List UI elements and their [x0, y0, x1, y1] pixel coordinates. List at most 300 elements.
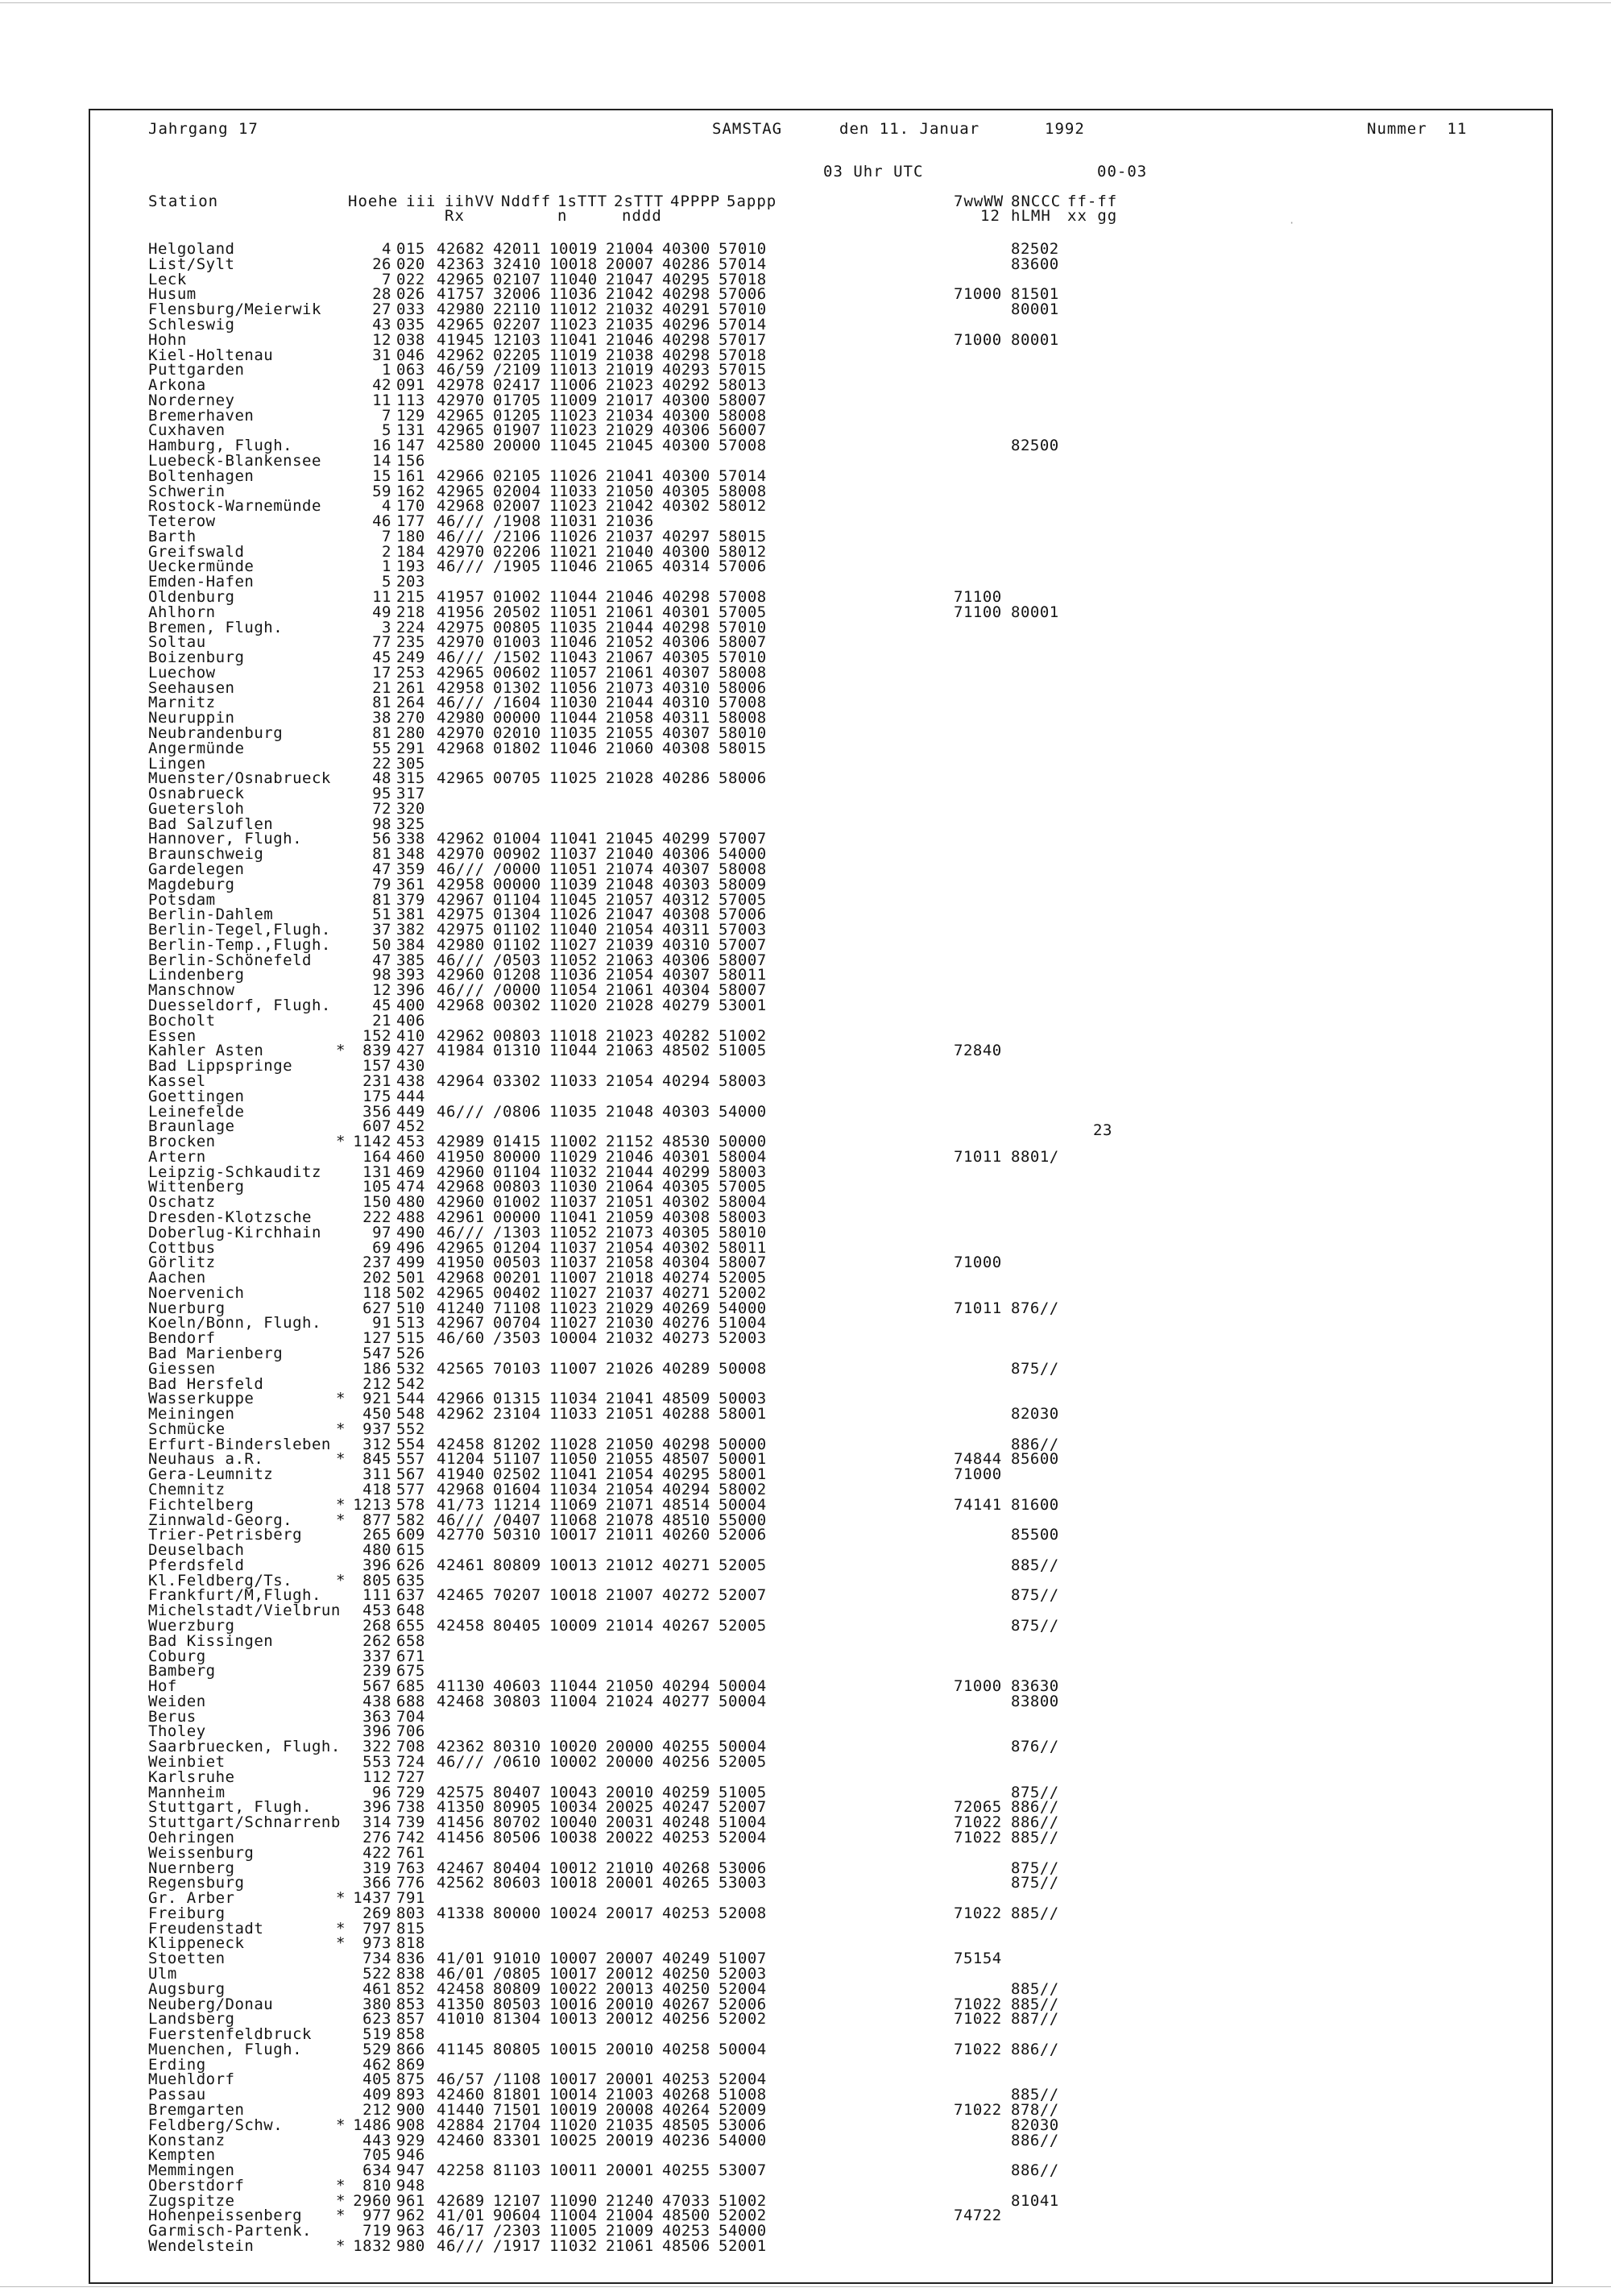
group-5appp: 52003 [719, 1329, 767, 1348]
group-iihvv: 46/17 [437, 2222, 485, 2240]
station-height: 396 [362, 1556, 391, 1574]
table-row [90, 2087, 1551, 2102]
group-4pppp: 48502 [662, 1042, 710, 1060]
station-name: Passau [148, 2086, 206, 2104]
station-height: 239 [362, 1662, 391, 1681]
station-height: 356 [362, 1102, 391, 1121]
group-iihvv: 42467 [437, 1859, 485, 1877]
group-iihvv: 42962 [437, 1026, 485, 1045]
station-index: 582 [396, 1511, 425, 1529]
station-height: 237 [362, 1254, 391, 1272]
group-5appp: 52004 [719, 1828, 767, 1846]
group-2sttt: 21046 [606, 587, 654, 606]
group-4pppp: 40302 [662, 497, 710, 516]
table-row [90, 2208, 1551, 2223]
group-nddff: 00503 [493, 1254, 541, 1272]
group-2sttt: 20001 [606, 2161, 654, 2180]
station-height: 69 [372, 1238, 391, 1257]
station-name: Ulm [148, 1964, 177, 1983]
group-4pppp: 40306 [662, 951, 710, 969]
station-index: 264 [396, 694, 425, 712]
group-4pppp: 40256 [662, 2010, 710, 2029]
station-name: Noervenich [148, 1283, 245, 1302]
group-5appp: 58008 [719, 663, 767, 682]
station-index: 382 [396, 921, 425, 939]
table-row [90, 1541, 1551, 1560]
group-7wwww: 71100 [954, 603, 1002, 621]
station-height: 5 [382, 421, 391, 440]
group-iihvv: 41130 [437, 1677, 485, 1696]
mountain-marker: * [336, 1133, 346, 1150]
station-index: 532 [396, 1359, 425, 1378]
table-row [90, 1707, 1551, 1726]
station-name: Rostock-Warnemünde [148, 497, 321, 516]
station-height: 7 [382, 270, 391, 288]
group-nddff: 02207 [493, 315, 541, 334]
station-height: 366 [362, 1874, 391, 1892]
table-row [90, 1891, 1551, 1905]
table-row [90, 1089, 1551, 1104]
group-5appp: 54000 [719, 2131, 767, 2149]
group-iihvv: 42966 [437, 1390, 485, 1408]
group-nddff: 83301 [493, 2131, 541, 2149]
group-4pppp: 40298 [662, 285, 710, 304]
station-index: 490 [396, 1223, 425, 1241]
group-iihvv: 46/// [437, 951, 485, 969]
group-4pppp: 40310 [662, 678, 710, 697]
station-index: 526 [396, 1344, 425, 1362]
group-iihvv: 42458 [437, 1979, 485, 1998]
group-iihvv: 46/// [437, 557, 485, 576]
group-5appp: 57010 [719, 649, 767, 667]
station-height: 1142 [353, 1133, 391, 1150]
group-1sttt: 11004 [549, 1692, 598, 1710]
group-4pppp: 40298 [662, 346, 710, 364]
group-iihvv: 42970 [437, 724, 485, 742]
station-name: Saarbruecken, Flugh. [148, 1738, 341, 1756]
group-4pppp: 40253 [662, 2222, 710, 2240]
station-index: 129 [396, 406, 425, 425]
group-4pppp: 40312 [662, 890, 710, 909]
group-iihvv: 42362 [437, 1738, 485, 1756]
station-name: Chemnitz [148, 1481, 226, 1498]
group-nddff: 80310 [493, 1738, 541, 1756]
table-row [90, 877, 1551, 892]
station-name: Dresden-Klotzsche [148, 1208, 312, 1226]
group-iihvv: 42970 [437, 633, 485, 652]
group-4pppp: 40236 [662, 2131, 710, 2149]
group-1sttt: 11043 [549, 649, 598, 667]
group-1sttt: 11041 [549, 1208, 598, 1226]
table-row [90, 1238, 1551, 1257]
group-2sttt: 21026 [606, 1359, 654, 1378]
mountain-marker: * [336, 2237, 346, 2255]
station-height: 409 [362, 2086, 391, 2104]
station-name: Koeln/Bonn, Flugh. [148, 1314, 321, 1332]
station-height: 438 [362, 1692, 391, 1710]
station-index: 203 [396, 573, 425, 591]
col-ff-ff: ff-ff [1067, 193, 1118, 210]
group-5appp: 50000 [719, 1133, 767, 1150]
group-1sttt: 10034 [549, 1798, 598, 1817]
group-2sttt: 21073 [606, 678, 654, 697]
table-row [90, 1785, 1551, 1800]
station-index: 410 [396, 1026, 425, 1045]
table-row [90, 1026, 1551, 1045]
station-name: Schleswig [148, 315, 235, 334]
group-1sttt: 10004 [549, 1329, 598, 1348]
group-1sttt: 11021 [549, 542, 598, 561]
station-height: 212 [362, 1374, 391, 1393]
group-4pppp: 40292 [662, 376, 710, 394]
group-iihvv: 46/59 [437, 361, 485, 379]
group-nddff: 81103 [493, 2161, 541, 2180]
table-row [90, 799, 1551, 818]
table-row [90, 981, 1551, 1000]
group-2sttt: 21019 [606, 361, 654, 379]
group-2sttt: 21035 [606, 315, 654, 334]
group-1sttt: 11006 [549, 376, 598, 394]
station-name: Schmücke [148, 1419, 226, 1438]
station-name: Muenchen, Flugh. [148, 2040, 303, 2058]
group-1sttt: 10018 [549, 1586, 598, 1605]
group-4pppp: 40310 [662, 935, 710, 954]
table-row [90, 756, 1551, 771]
station-height: 222 [362, 1208, 391, 1226]
group-nddff: 02105 [493, 466, 541, 485]
station-name: Mannheim [148, 1783, 226, 1801]
station-index: 626 [396, 1556, 425, 1574]
table-row [90, 2163, 1551, 2178]
table-row [90, 242, 1551, 256]
group-8nccc: 885// [1011, 1979, 1059, 1998]
group-5appp: 52003 [719, 1964, 767, 1983]
group-4pppp: 48510 [662, 1511, 710, 1529]
group-1sttt: 11052 [549, 1223, 598, 1241]
group-4pppp: 40304 [662, 981, 710, 1000]
group-8nccc: 875// [1011, 1783, 1059, 1801]
group-nddff: 02502 [493, 1465, 541, 1484]
group-7wwww: 72840 [954, 1042, 1002, 1060]
station-height: 118 [362, 1283, 391, 1302]
group-iihvv: 42965 [437, 421, 485, 440]
station-name: Kahler Asten [148, 1042, 264, 1060]
group-7wwww: 71022 [954, 1995, 1002, 2013]
group-nddff: 80905 [493, 1798, 541, 1817]
table-row [90, 559, 1551, 574]
station-index: 578 [396, 1495, 425, 1514]
group-2sttt: 20010 [606, 1995, 654, 2013]
station-name: Freiburg [148, 1904, 226, 1922]
station-index: 857 [396, 2010, 425, 2029]
group-4pppp: 40299 [662, 830, 710, 848]
group-nddff: /1502 [493, 649, 541, 667]
station-name: Emden-Hafen [148, 573, 255, 591]
group-4pppp: 40306 [662, 421, 710, 440]
table-row [90, 605, 1551, 620]
group-1sttt: 11052 [549, 951, 598, 969]
group-8nccc: 83600 [1011, 255, 1059, 273]
station-height: 845 [362, 1450, 391, 1469]
station-height: 480 [362, 1541, 391, 1560]
group-5appp: 52004 [719, 2070, 767, 2089]
group-7wwww: 71000 [954, 1254, 1002, 1272]
station-height: 22 [372, 754, 391, 773]
station-name: Bocholt [148, 1011, 216, 1030]
station-index: 091 [396, 376, 425, 394]
group-iihvv: 42975 [437, 906, 485, 924]
station-index: 224 [396, 618, 425, 636]
station-height: 705 [362, 2146, 391, 2165]
station-name: Puttgarden [148, 361, 245, 379]
group-iihvv: 42965 [437, 315, 485, 334]
station-height: 547 [362, 1344, 391, 1362]
table-row [90, 1210, 1551, 1225]
group-nddff: 00000 [493, 1208, 541, 1226]
group-nddff: 90604 [493, 2207, 541, 2225]
group-4pppp: 40289 [662, 1359, 710, 1378]
group-8nccc: 85600 [1011, 1450, 1059, 1469]
station-index: 026 [396, 285, 425, 304]
station-index: 320 [396, 799, 425, 818]
station-name: Kassel [148, 1071, 206, 1090]
group-4pppp: 40269 [662, 1299, 710, 1317]
group-5appp: 55000 [719, 1511, 767, 1529]
station-index: 946 [396, 2146, 425, 2165]
group-2sttt: 21152 [606, 1133, 654, 1150]
group-5appp: 58006 [719, 769, 767, 788]
table-row [90, 2055, 1551, 2074]
group-4pppp: 40274 [662, 1269, 710, 1287]
station-height: 405 [362, 2070, 391, 2089]
station-height: 50 [372, 935, 391, 954]
station-index: 156 [396, 451, 425, 470]
group-5appp: 53007 [719, 2161, 767, 2180]
station-index: 544 [396, 1390, 425, 1408]
group-2sttt: 21040 [606, 845, 654, 864]
station-height: 553 [362, 1753, 391, 1771]
group-nddff: 00302 [493, 997, 541, 1014]
group-iihvv: 46/// [437, 527, 485, 545]
group-1sttt: 11028 [549, 1435, 598, 1453]
group-1sttt: 11057 [549, 663, 598, 682]
group-nddff: /0503 [493, 951, 541, 969]
group-iihvv: 46/// [437, 1223, 485, 1241]
table-row [90, 1316, 1551, 1330]
group-5appp: 58011 [719, 1238, 767, 1257]
station-index: 961 [396, 2191, 425, 2210]
station-index: 615 [396, 1541, 425, 1560]
mountain-marker: * [336, 1450, 346, 1469]
station-name: Tholey [148, 1722, 206, 1741]
group-2sttt: 21029 [606, 421, 654, 440]
station-index: 215 [396, 587, 425, 606]
station-index: 776 [396, 1874, 425, 1892]
station-height: 810 [362, 2176, 391, 2194]
mountain-marker: * [336, 2176, 346, 2194]
station-index: 474 [396, 1178, 425, 1196]
group-iihvv: 42965 [437, 482, 485, 500]
group-1sttt: 11044 [549, 587, 598, 606]
station-name: Lingen [148, 754, 206, 773]
station-height: 51 [372, 906, 391, 924]
group-iihvv: 42967 [437, 1314, 485, 1332]
group-nddff: 02010 [493, 724, 541, 742]
station-height: 734 [362, 1950, 391, 1968]
station-name: Ahlhorn [148, 603, 216, 621]
group-5appp: 50003 [719, 1390, 767, 1408]
table-row [90, 726, 1551, 740]
group-2sttt: 21051 [606, 1193, 654, 1212]
group-4pppp: 40268 [662, 2086, 710, 2104]
group-4pppp: 40300 [662, 466, 710, 485]
station-index: 554 [396, 1435, 425, 1453]
station-index: 147 [396, 437, 425, 455]
group-4pppp: 40302 [662, 1193, 710, 1212]
table-row [90, 998, 1551, 1013]
station-index: 706 [396, 1722, 425, 1741]
group-iihvv: 41456 [437, 1828, 485, 1846]
group-8nccc: 83800 [1011, 1692, 1059, 1710]
group-1sttt: 10017 [549, 1964, 598, 1983]
group-nddff: /0805 [493, 1964, 541, 1983]
group-4pppp: 40256 [662, 1753, 710, 1771]
station-height: 47 [372, 951, 391, 969]
group-4pppp: 40303 [662, 1102, 710, 1121]
station-index: 035 [396, 315, 425, 334]
group-5appp: 58011 [719, 966, 767, 984]
group-4pppp: 40302 [662, 1238, 710, 1257]
group-4pppp: 48505 [662, 2116, 710, 2134]
scan-edge-top [0, 2, 1611, 3]
station-index: 577 [396, 1481, 425, 1498]
group-5appp: 57005 [719, 1178, 767, 1196]
group-nddff: 81801 [493, 2086, 541, 2104]
group-iihvv: 42460 [437, 2086, 485, 2104]
station-index: 480 [396, 1193, 425, 1212]
col-sub-12: 12 [980, 207, 1000, 225]
group-nddff: /1905 [493, 557, 541, 576]
group-2sttt: 21058 [606, 709, 654, 727]
station-name: Oldenburg [148, 587, 235, 606]
station-height: 96 [372, 1783, 391, 1801]
group-2sttt: 21038 [606, 346, 654, 364]
group-nddff: /0610 [493, 1753, 541, 1771]
group-2sttt: 21061 [606, 603, 654, 621]
station-index: 658 [396, 1631, 425, 1650]
station-height: 31 [372, 346, 391, 364]
table-row [90, 845, 1551, 864]
group-2sttt: 20001 [606, 1874, 654, 1892]
group-7wwww: 71100 [954, 587, 1002, 606]
station-name: Hohn [148, 330, 187, 349]
station-index: 381 [396, 906, 425, 924]
station-name: Neuberg/Donau [148, 1995, 274, 2013]
group-iihvv: 41010 [437, 2010, 485, 2029]
group-iihvv: 41950 [437, 1147, 485, 1166]
group-5appp: 58013 [719, 376, 767, 394]
jahrgang: Jahrgang 17 [148, 120, 259, 138]
station-height: 202 [362, 1269, 391, 1287]
group-nddff: 91010 [493, 1950, 541, 1968]
group-nddff: 80405 [493, 1617, 541, 1635]
group-iihvv: 42958 [437, 678, 485, 697]
group-5appp: 57018 [719, 346, 767, 364]
station-height: 4 [382, 497, 391, 516]
group-5appp: 57007 [719, 935, 767, 954]
group-iihvv: 41145 [437, 2040, 485, 2058]
station-index: 510 [396, 1299, 425, 1317]
group-iihvv: 42960 [437, 966, 485, 984]
col-5appp: 5appp [727, 193, 777, 210]
group-5appp: 57005 [719, 603, 767, 621]
station-index: 218 [396, 603, 425, 621]
station-index: 038 [396, 330, 425, 349]
station-index: 379 [396, 890, 425, 909]
station-height: 212 [362, 2100, 391, 2119]
station-height: 276 [362, 1828, 391, 1846]
group-2sttt: 21054 [606, 966, 654, 984]
station-name: Erding [148, 2055, 206, 2074]
group-iihvv: 42965 [437, 1283, 485, 1302]
station-height: 7 [382, 406, 391, 425]
station-index: 502 [396, 1283, 425, 1302]
station-name: Cottbus [148, 1238, 216, 1257]
group-4pppp: 40300 [662, 542, 710, 561]
station-name: Zinnwald-Georg. [148, 1511, 293, 1529]
station-index: 675 [396, 1662, 425, 1681]
group-4pppp: 48509 [662, 1390, 710, 1408]
group-8nccc: 85500 [1011, 1526, 1059, 1544]
group-nddff: 80000 [493, 1904, 541, 1922]
group-nddff: 00402 [493, 1283, 541, 1302]
group-5appp: 51004 [719, 1314, 767, 1332]
group-nddff: 00000 [493, 875, 541, 893]
station-name: Marnitz [148, 694, 216, 712]
station-height: 72 [372, 799, 391, 818]
table-row [90, 922, 1551, 937]
group-5appp: 58002 [719, 1481, 767, 1498]
group-5appp: 57006 [719, 285, 767, 304]
group-nddff: 80506 [493, 1828, 541, 1846]
station-name: Aachen [148, 1269, 206, 1287]
table-row [90, 378, 1551, 392]
table-row [90, 935, 1551, 954]
group-7wwww: 72065 [954, 1798, 1002, 1817]
group-4pppp: 40301 [662, 603, 710, 621]
group-iihvv: 42968 [437, 739, 485, 757]
group-1sttt: 11032 [549, 1163, 598, 1181]
station-index: 980 [396, 2237, 425, 2255]
group-1sttt: 11023 [549, 497, 598, 516]
group-5appp: 58012 [719, 542, 767, 561]
station-name: Garmisch-Partenk. [148, 2222, 312, 2240]
station-index: 348 [396, 845, 425, 864]
group-1sttt: 11040 [549, 270, 598, 288]
group-iihvv: 46/// [437, 512, 485, 530]
group-1sttt: 11056 [549, 678, 598, 697]
group-1sttt: 11041 [549, 330, 598, 349]
group-4pppp: 40273 [662, 1329, 710, 1348]
station-index: 893 [396, 2086, 425, 2104]
group-1sttt: 10025 [549, 2131, 598, 2149]
group-nddff: 02206 [493, 542, 541, 561]
group-1sttt: 11027 [549, 935, 598, 954]
station-name: Kempten [148, 2146, 216, 2165]
group-5appp: 51004 [719, 1813, 767, 1832]
group-nddff: 01002 [493, 1193, 541, 1212]
station-name: Berus [148, 1707, 197, 1726]
